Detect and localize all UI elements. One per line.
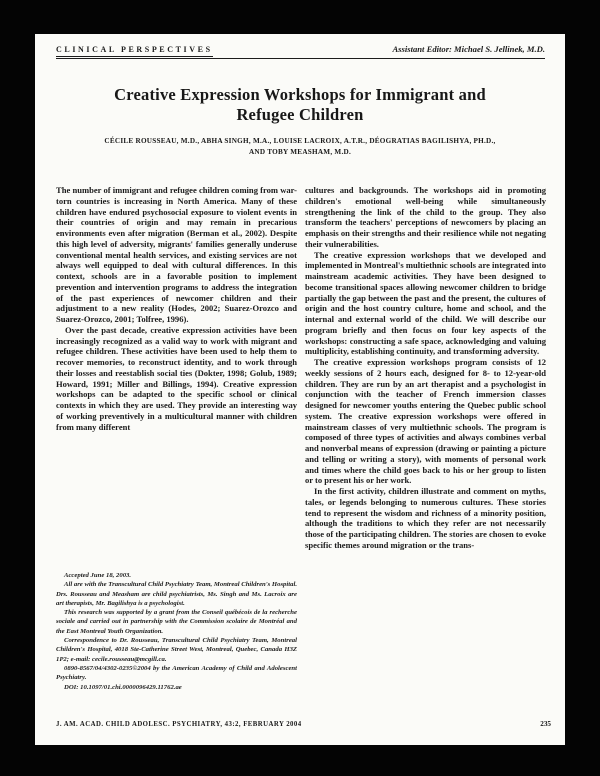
header-rule xyxy=(56,58,545,60)
body-paragraph: Over the past decade, creative expression activities have been increasingly recognized as a valid way to work with migrant and refugee children. These activities have been used to help them to recover memories, to reconstruct identity, and to work through their losses and reestablish social ties (Dokter, 1998; Golub, 1989; Howard, 1991; Miller and Billings, 1994). Creative expression workshops can be adapted to the specific school or clinical contexts in which they are used. They provide an interesting way of working preventively in a multicultural manner with children from many different xyxy=(56,324,297,432)
footnote-block xyxy=(56,571,297,713)
article-title-line2: Refugee Children xyxy=(236,105,364,124)
body-paragraph: The number of immigrant and refugee children coming from war-torn countries is increasing in North America. Many of these children have endured psychosocial exposure to violent events in their countries of origin and may remain in precarious environments even after migration (Berman et al., 2002). Despite this high level of adversity, migrants' families generally underuse conventional mental health services, and existing services are not always well equipped to deal with cultural differences. In this context, schools are in a favorable position to implement prevention and intervention programs to address the integration of the past experiences of newcomer children and their adjustment to a new reality (Hodes, 2002; Suarez-Orozco and Suarez-Orozco, 2001; Tolfree, 1996). xyxy=(56,185,297,324)
footnote-copyright: 0890-8567/04/4302-0235©2004 by the American Academy of Child and Adolescent Psychiatry. xyxy=(56,664,297,682)
assistant-editor-credit: Assistant Editor: Michael S. Jellinek, M.D. xyxy=(392,44,545,54)
author-byline-line2: AND TOBY MEASHAM, M.D. xyxy=(248,148,351,156)
page-footer xyxy=(56,720,551,728)
body-column-right xyxy=(305,185,546,709)
body-paragraph: cultures and backgrounds. The workshops aid in promoting children's emotional well-being while simultaneously strengthening the link of the child to the group. They also transform the teachers' perceptions of newcomers by placing an emphasis on their strengths and their resilience while not negating their vulnerabilities. xyxy=(305,185,546,249)
author-byline xyxy=(43,136,557,158)
section-heading: CLINICAL PERSPECTIVES xyxy=(56,45,213,57)
body-paragraph: The creative expression workshops program consists of 12 weekly sessions of 2 hours each, designed for 8- to 12-year-old children. They are run by an art therapist and a psychologist in conjunction with the teacher of French immersion classes designed for newcomer youths entering the Quebec public school system. The creative expression workshops were offered in mainstream classes of very multiethnic schools. The program is composed of three types of activities and always combines verbal and nonverbal means of expression (drawing or painting a picture and telling or writing a story), with moments of personal work and times where the child goes back to his or her group to listen or to present his or her work. xyxy=(305,357,546,486)
footnote-affiliations: All are with the Transcultural Child Psychiatry Team, Montreal Children's Hospital. Drs. Rousseau and Measham are child psychiatrists, Ms. Singh and Ms. Lacroix are art therapists, Mr. Bagilishya is a psychologist. xyxy=(56,581,297,607)
journal-citation: J. AM. ACAD. CHILD ADOLESC. PSYCHIATRY, 43:2, FEBRUARY 2004 xyxy=(56,721,302,728)
footnote-funding: This research was supported by a grant from the Conseil québécois de la recherche sociale and carried out in partnership with the Commission scolaire de Montréal and the East Montreal Youth Organization. xyxy=(56,609,297,635)
footnote-accepted-date: Accepted June 18, 2003. xyxy=(64,572,132,579)
paper-page xyxy=(35,34,565,745)
footnote-doi: DOI: 10.1097/01.chi.0000096429.11762.ae xyxy=(64,683,182,691)
body-paragraph: In the first activity, children illustrate and comment on myths, tales, or legends belonging to numerous cultures. These stories tend to represent the wisdom and richness of a minority position, although the traditions to which they refer are not necessarily those of the participating children. The stories are chosen to evoke specific themes around migration or the trans- xyxy=(305,486,546,550)
footnote-correspondence: Correspondence to Dr. Rousseau, Transcultural Child Psychiatry Team, Montreal Children's Hospital, 4018 Ste-Catherine Street West, Montreal, Quebec, Canada H3Z 1P2; e-mail: cecile.rousseau@mcgill.ca. xyxy=(56,637,297,663)
page-header xyxy=(56,44,545,58)
article-title xyxy=(50,85,550,125)
body-column-left xyxy=(56,185,297,537)
author-byline-line1: CÉCILE ROUSSEAU, M.D., ABHA SINGH, M.A., LOUISE LACROIX, A.T.R., DÉOGRATIAS BAGILISHYA, PH.D., xyxy=(104,137,496,145)
page-number: 235 xyxy=(540,720,551,728)
body-paragraph: The creative expression workshops that we developed and implemented in Montreal's multiethnic schools are integrated into mainstream academic activities. They have been designed to become transitional spaces allowing newcomer children to bridge partially the gap between the past and the present, the cultures of origin and the host country culture, home and school, and the internal and external world of the child. We will describe our program briefly and then focus on four key aspects of the workshops: constructing a safe space, acknowledging and valuing multiplicity, establishing continuity, and transforming adversity. xyxy=(305,249,546,357)
article-title-line1: Creative Expression Workshops for Immigrant and xyxy=(114,85,486,104)
